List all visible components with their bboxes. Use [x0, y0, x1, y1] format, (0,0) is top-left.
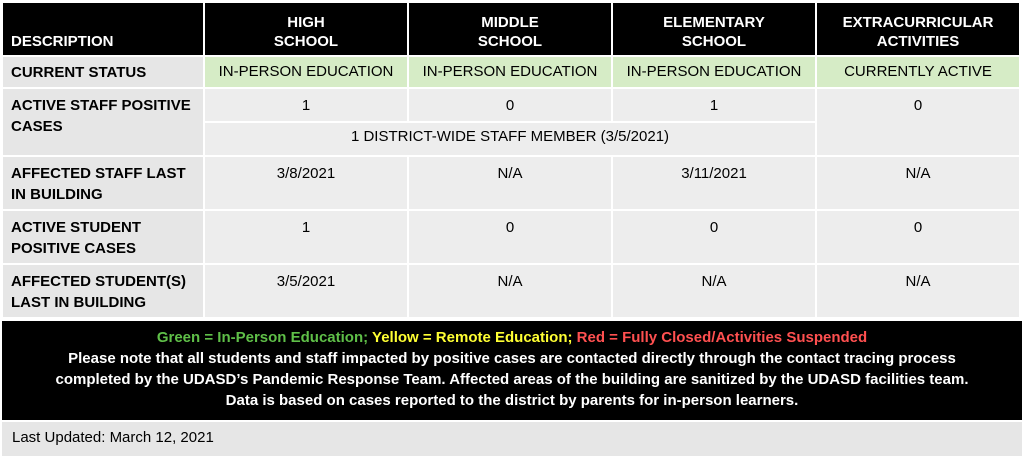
student-last-high-school: 3/5/2021 — [205, 265, 407, 317]
note-line-1: Please note that all students and staff impacted by positive cases are contacted directly through the contact tracing process — [68, 350, 956, 367]
status-elementary-school: IN-PERSON EDUCATION — [613, 57, 815, 87]
staff-cases-high-school: 1 — [205, 89, 407, 121]
legend-yellow: Yellow = Remote Education; — [372, 329, 573, 346]
table-row-affected-staff-last — [3, 157, 1019, 209]
staff-last-middle-school: N/A — [409, 157, 611, 209]
note-line-2: completed by the UDASD’s Pandemic Response Team. Affected areas of the building are sanitized by the UDASD facilities team. — [55, 371, 969, 388]
staff-last-extracurricular: N/A — [817, 157, 1019, 209]
note-line-3: Data is based on cases reported to the district by parents for in-person learners. — [225, 392, 799, 409]
header-extracurricular: EXTRACURRICULAR ACTIVITIES — [817, 3, 1019, 55]
table-header-row — [3, 3, 1019, 55]
notes-panel — [2, 321, 1022, 420]
legend-red: Red = Fully Closed/Activities Suspended — [576, 329, 868, 346]
status-middle-school: IN-PERSON EDUCATION — [409, 57, 611, 87]
row-label-active-staff-cases: ACTIVE STAFF POSITIVE CASES — [3, 89, 203, 155]
last-updated: Last Updated: March 12, 2021 — [2, 422, 1022, 456]
header-middle-school: MIDDLE SCHOOL — [409, 3, 611, 55]
staff-cases-extracurricular: 0 — [817, 89, 1019, 155]
staff-last-elementary-school: 3/11/2021 — [613, 157, 815, 209]
student-cases-high-school: 1 — [205, 211, 407, 263]
staff-cases-middle-school: 0 — [409, 89, 611, 121]
district-wide-staff-cases: 1 DISTRICT-WIDE STAFF MEMBER (3/5/2021) — [205, 123, 815, 155]
header-high-school: HIGH SCHOOL — [205, 3, 407, 55]
covid-status-dashboard — [1, 1, 1023, 457]
table-row-active-student-cases — [3, 211, 1019, 263]
staff-last-high-school: 3/8/2021 — [205, 157, 407, 209]
student-last-elementary-school: N/A — [613, 265, 815, 317]
row-label-active-student-cases: ACTIVE STUDENT POSITIVE CASES — [3, 211, 203, 263]
table-row-affected-student-last — [3, 265, 1019, 317]
student-last-extracurricular: N/A — [817, 265, 1019, 317]
header-description: DESCRIPTION — [3, 3, 203, 55]
status-high-school: IN-PERSON EDUCATION — [205, 57, 407, 87]
staff-cases-elementary-school: 1 — [613, 89, 815, 121]
table-row-current-status — [3, 57, 1019, 87]
header-elementary-school: ELEMENTARY SCHOOL — [613, 3, 815, 55]
color-legend — [2, 327, 1022, 348]
student-last-middle-school: N/A — [409, 265, 611, 317]
row-label-affected-staff-last: AFFECTED STAFF LAST IN BUILDING — [3, 157, 203, 209]
table-row-active-staff-cases — [3, 89, 1019, 121]
student-cases-elementary-school: 0 — [613, 211, 815, 263]
status-table — [1, 1, 1021, 319]
row-label-current-status: CURRENT STATUS — [3, 57, 203, 87]
status-extracurricular: CURRENTLY ACTIVE — [817, 57, 1019, 87]
student-cases-middle-school: 0 — [409, 211, 611, 263]
row-label-affected-student-last: AFFECTED STUDENT(S) LAST IN BUILDING — [3, 265, 203, 317]
student-cases-extracurricular: 0 — [817, 211, 1019, 263]
legend-green: Green = In-Person Education; — [156, 329, 369, 346]
